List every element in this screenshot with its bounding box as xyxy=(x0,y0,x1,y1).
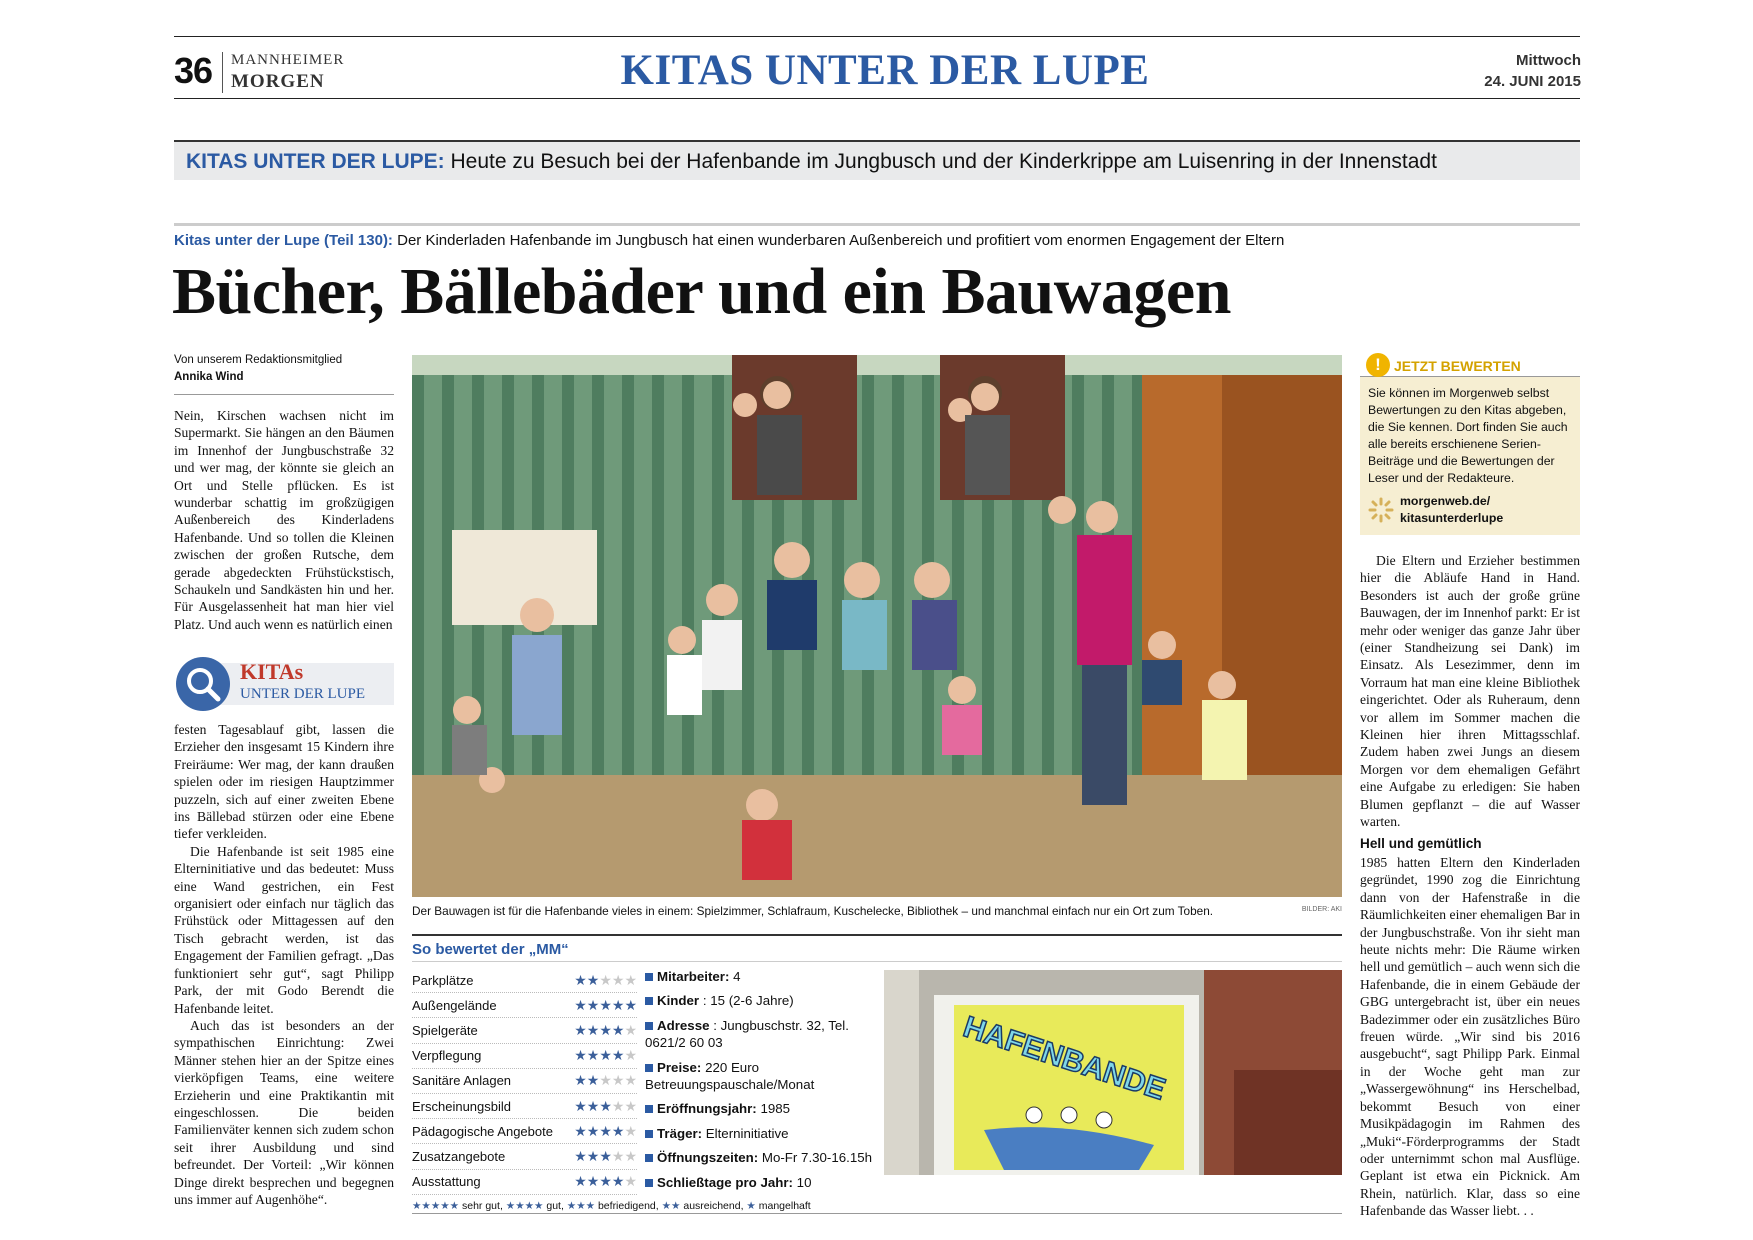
rating-row xyxy=(412,1119,637,1144)
loading-spark-icon xyxy=(1368,497,1394,523)
fact-value: : Jungbuschstr. 32, Tel. 0621/2 60 03 xyxy=(645,1017,849,1051)
caption-text: Der Bauwagen ist für die Hafenbande vieles in einem: Spielzimmer, Schlafraum, Kuschelecke, Bibliothek – und manchmal einfach nur ein Ort zum Toben. xyxy=(412,904,1214,918)
star-icon: ★ xyxy=(599,1122,612,1139)
star-icon: ★ xyxy=(586,1147,600,1164)
rating-label: Außengelände xyxy=(412,997,497,1013)
rating-title: So bewertet der „MM“ xyxy=(412,934,1342,962)
legend-stars: ★★★ xyxy=(566,1200,596,1212)
fact-value: Mo-Fr 7.30-16.15h xyxy=(761,1150,873,1166)
star-icon: ★ xyxy=(586,1021,600,1038)
star-icon: ★ xyxy=(586,1072,600,1089)
star-icon: ★ xyxy=(624,971,637,988)
rating-stars xyxy=(574,997,637,1014)
section-title: KITAS UNTER DER LUPE xyxy=(620,47,1150,94)
paragraph-2: Die Hafenbande ist seit 1985 eine Elterninitiative und das bedeutet: Muss eine Wand gestrichen, ein Fest organisiert oder einfach nur täglich das Frühstück oder Mittagessen auf den Tisch gebracht werden, ist das Engagement der Familien gefragt. „Das funktioniert sehr gut“, sagt Philipp Park, der mit Godo Berendt die Hafenbande leitet. xyxy=(174,843,394,1016)
star-icon: ★ xyxy=(574,996,587,1013)
rating-row xyxy=(412,1170,637,1195)
rating-stars xyxy=(574,972,637,989)
star-icon: ★ xyxy=(586,1173,600,1190)
rating-label: Pädagogische Angebote xyxy=(412,1123,553,1139)
star-icon: ★ xyxy=(574,1097,587,1114)
star-icon: ★ xyxy=(624,996,637,1013)
fact-label: Eröffnungsjahr: xyxy=(657,1101,757,1117)
rating-row xyxy=(412,968,637,993)
star-icon: ★ xyxy=(599,1173,612,1190)
fact-item xyxy=(645,968,875,985)
strip-label: KITAS UNTER DER LUPE: xyxy=(186,150,445,173)
series-logo-title: KITAs xyxy=(240,659,304,684)
byline xyxy=(174,352,394,386)
morgenweb-link[interactable] xyxy=(1400,493,1503,527)
link-line2[interactable]: kitasunterderlupe xyxy=(1400,511,1504,525)
legend-stars: ★★★★★ xyxy=(412,1200,460,1212)
article-column-3 xyxy=(1360,552,1580,831)
rating-row xyxy=(412,1094,637,1119)
rating-label: Zusatzangebote xyxy=(412,1148,506,1164)
fact-value: 1985 xyxy=(760,1101,791,1117)
kicker-text: Der Kinderladen Hafenbande im Jungbusch hat einen wunderbaren Außenbereich und profitiert vom enormen Engagement der Eltern xyxy=(397,232,1285,249)
photo-caption xyxy=(412,904,1342,918)
star-icon: ★ xyxy=(611,1097,625,1114)
star-icon: ★ xyxy=(611,1173,625,1190)
star-icon: ★ xyxy=(586,971,600,988)
star-icon: ★ xyxy=(624,1173,637,1190)
date: 24. JUNI 2015 xyxy=(1484,73,1581,90)
legend-text: gut, xyxy=(546,1200,564,1212)
legend-stars: ★ xyxy=(746,1200,756,1212)
fact-item xyxy=(645,1149,875,1166)
star-icon: ★ xyxy=(599,1021,612,1038)
rating-legend xyxy=(412,1200,882,1212)
star-icon: ★ xyxy=(611,996,625,1013)
star-icon: ★ xyxy=(599,996,612,1013)
fact-label: Schließtage pro Jahr: xyxy=(657,1174,793,1190)
fact-label: Adresse xyxy=(657,1017,710,1033)
star-icon: ★ xyxy=(586,1097,600,1114)
photo-credit: BILDER: AKI xyxy=(1301,906,1342,913)
fact-value: : 15 (2-6 Jahre) xyxy=(702,993,794,1009)
rating-label: Verpflegung xyxy=(412,1048,482,1064)
rating-row xyxy=(412,1069,637,1094)
rating-stars xyxy=(574,1148,637,1165)
rating-label: Spielgeräte xyxy=(412,1022,478,1038)
star-icon: ★ xyxy=(624,1147,637,1164)
logo-line2: MORGEN xyxy=(231,71,325,92)
fact-value: 4 xyxy=(733,969,741,984)
paragraph-1: Nein, Kirschen wachsen nicht im Supermarkt. Sie hängen an den Bäumen im Innenhof der Jungbuschstraße 32 und wer mag, der könnte sie gleich an Ort und Stelle pflücken. Es ist wunderbar schattig im großzügigen Außenbereich des Kinderladens Hafenbande. Und so tollen die Kleinen zwischen der großen Rutsche, dem gerade abgedeckten Frühstückstisch, Schaukeln und Sandkästen hin und her. Für Ausgelassenheit hat man hier viel Platz. Und auch wenn es natürlich einen xyxy=(174,408,394,632)
article-column-3b xyxy=(1360,854,1580,1220)
headline: Bücher, Bällebäder und ein Bauwagen xyxy=(172,255,1231,328)
star-icon: ★ xyxy=(624,1021,637,1038)
issue-date xyxy=(1484,50,1581,92)
main-photo xyxy=(412,355,1342,897)
bullet-icon xyxy=(645,1105,653,1113)
rating-stars xyxy=(574,1072,637,1089)
paragraph-5: 1985 hatten Eltern den Kinderladen gegründet, 1990 zog die Einrichtung dann von der Hafenstraße in die Räumlichkeiten einer ehemaligen Bar in der Jungbuschstraße. Von ihr sieht man heute nichts mehr: Die Räume wirken hell und gemütlich – auch wenn sich die Hafenbande, die in einem Gebäude der GBG untergebracht ist, über ein neues Badezimmer oder ein zusätzliches Büro freuen würde. „Wir sind bis 2016 ausgebucht“, sagt Philipp Park. Einmal in der Woche geht man zur „Wassergewöhnung“ ins Herschelbad, bekommt Besuch von einer Musikpädagogin im Rahmen des „Muki“-Förderprogramms der Stadt oder unternimmt schon mal Ausflüge. Geplant ist etwa ein Picknick. Am Rhein, natürlich. Klar, dass so eine Hafenbande das Wasser liebt. . . xyxy=(1360,855,1580,1219)
kicker-label: Kitas unter der Lupe (Teil 130): xyxy=(174,232,393,249)
series-logo-subtitle: UNTER DER LUPE xyxy=(240,686,365,702)
rating-list xyxy=(412,968,637,1195)
fact-value: 220 Euro Betreuungspauschale/Monat xyxy=(645,1059,815,1093)
rating-label: Erscheinungsbild xyxy=(412,1098,512,1114)
rating-stars xyxy=(574,1047,637,1064)
fact-item xyxy=(645,1174,875,1191)
bullet-icon xyxy=(645,1154,653,1162)
facts-list xyxy=(645,968,875,1198)
bullet-icon xyxy=(645,1130,653,1138)
legend-text: befriedigend, xyxy=(597,1200,659,1212)
star-icon: ★ xyxy=(574,1173,587,1190)
star-icon: ★ xyxy=(599,1072,612,1089)
bullet-icon xyxy=(645,997,653,1005)
kicker xyxy=(174,232,1580,249)
star-icon: ★ xyxy=(611,1021,625,1038)
legend-stars: ★★ xyxy=(661,1200,681,1212)
article-column-1b xyxy=(174,721,394,1208)
author: Annika Wind xyxy=(174,371,244,383)
rating-label: Sanitäre Anlagen xyxy=(412,1073,512,1089)
paragraph-4: Die Eltern und Erzieher bestimmen hier die Abläufe Hand in Hand. Besonders ist auch der große grüne Bauwagen, der im Innenhof parkt: Er ist mehr oder weniger das ganze Jahr über (einer Standheizung sei Dank) im Einsatz. Als Lesezimmer, denn im Vorraum hat man eine kleine Bibliothek eingerichtet. Oder als Ruheraum, denn vor allem im Sommer machen die Kleinen hier ihren Mittagsschlaf. Zudem haben zwei Jungs an diesem Morgen vor dem ehemaligen Gefährt eine Aufgabe zu erledigen: Sie haben Blumen gepflanzt – die auf Wasser warten. xyxy=(1360,553,1580,830)
star-icon: ★ xyxy=(574,1122,587,1139)
box-title-text: JETZT BEWERTEN xyxy=(1394,358,1521,374)
sign-illustration xyxy=(884,970,1342,1175)
rating-row xyxy=(412,1144,637,1169)
legend-text: ausreichend, xyxy=(683,1200,744,1212)
star-icon: ★ xyxy=(611,1122,625,1139)
fact-value: Elterninitiative xyxy=(705,1125,789,1141)
fact-label: Öffnungszeiten: xyxy=(657,1150,759,1166)
fact-value: 10 xyxy=(796,1174,812,1190)
rating-stars xyxy=(574,1098,637,1115)
star-icon: ★ xyxy=(586,1047,600,1064)
sign-text: HAFENBANDE xyxy=(959,1010,1170,1107)
fact-item xyxy=(645,1017,875,1052)
strip-text: Heute zu Besuch bei der Hafenbande im Jungbusch und der Kinderkrippe am Luisenring in der Innenstadt xyxy=(450,150,1437,173)
legend-text: mangelhaft xyxy=(758,1200,811,1212)
fact-item xyxy=(645,1100,875,1117)
paragraph-3: Auch das ist besonders an der sympathischen Einrichtung: Zwei Männer stehen hier an der Spitze eines vierköpfigen Teams, eine weitere Erzieherin und eine Praktikantin mit eingeschlossen. Die beiden Familienväter kennen sich zudem schon seit ihrer Ausbildung und sind befreundet. Der Vorteil: „Wir können Dinge direkt besprechen und begegnen uns immer auf Augenhöhe“. xyxy=(174,1017,394,1207)
group-photo-illustration xyxy=(412,355,1342,897)
star-icon: ★ xyxy=(624,1072,637,1089)
fact-label: Preise: xyxy=(657,1059,702,1075)
star-icon: ★ xyxy=(624,1047,637,1064)
exclamation-icon: ! xyxy=(1366,353,1390,377)
rating-row xyxy=(412,993,637,1018)
star-icon: ★ xyxy=(611,1072,625,1089)
paragraph-1b: festen Tagesablauf gibt, lassen die Erzieher den insgesamt 15 Kindern ihre Freiräume: Wer mag, der kann draußen spielen oder im riesigen Hauptzimmer puzzeln, sich auf einer zweiten Ebene ins Bällebad stürzen oder eine Ebene tiefer verkleiden. xyxy=(174,722,394,842)
star-icon: ★ xyxy=(599,1047,612,1064)
bullet-icon xyxy=(645,973,653,981)
logo-line1: MANNHEIMER xyxy=(231,52,345,68)
rating-stars xyxy=(574,1022,637,1039)
fact-label: Mitarbeiter: xyxy=(657,969,730,984)
rate-now-box xyxy=(1360,355,1580,535)
star-icon: ★ xyxy=(574,1147,587,1164)
bullet-icon xyxy=(645,1064,653,1072)
star-icon: ★ xyxy=(624,1097,637,1114)
star-icon: ★ xyxy=(611,1047,625,1064)
weekday: Mittwoch xyxy=(1516,52,1581,69)
rating-row xyxy=(412,1044,637,1069)
fact-item xyxy=(645,992,875,1009)
star-icon: ★ xyxy=(586,1122,600,1139)
rating-label: Ausstattung xyxy=(412,1174,481,1190)
star-icon: ★ xyxy=(574,971,587,988)
star-icon: ★ xyxy=(599,971,612,988)
teaser-strip xyxy=(174,140,1580,180)
box-text: Sie können im Morgenweb selbst Bewertungen zu den Kitas abgeben, die Sie kennen. Dort finden Sie auch alle bereits erschienene Serien-Beiträge und die Bewertungen der Leser und der Redakteure. xyxy=(1368,386,1568,485)
rating-stars xyxy=(574,1173,637,1190)
series-logo xyxy=(174,655,394,713)
star-icon: ★ xyxy=(599,1097,612,1114)
fact-label: Kinder xyxy=(657,993,700,1009)
newspaper-logo xyxy=(222,52,344,93)
star-icon: ★ xyxy=(599,1147,612,1164)
subheading: Hell und gemütlich xyxy=(1360,836,1482,851)
legend-text: sehr gut, xyxy=(462,1200,503,1212)
star-icon: ★ xyxy=(624,1122,637,1139)
star-icon: ★ xyxy=(574,1072,587,1089)
star-icon: ★ xyxy=(611,1147,625,1164)
article-column-1 xyxy=(174,407,394,633)
star-icon: ★ xyxy=(574,1047,587,1064)
star-icon: ★ xyxy=(586,996,600,1013)
byline-prefix: Von unserem Redaktionsmitglied xyxy=(174,354,343,366)
box-title xyxy=(1360,355,1580,377)
fact-label: Träger: xyxy=(657,1125,703,1141)
fact-item xyxy=(645,1125,875,1142)
star-icon: ★ xyxy=(611,971,625,988)
rating-stars xyxy=(574,1123,637,1140)
bullet-icon xyxy=(645,1022,653,1030)
star-icon: ★ xyxy=(574,1021,587,1038)
page-number: 36 xyxy=(174,50,213,91)
rating-row xyxy=(412,1018,637,1043)
rating-label: Parkplätze xyxy=(412,972,474,988)
bullet-icon xyxy=(645,1179,653,1187)
link-line1[interactable]: morgenweb.de/ xyxy=(1400,494,1491,508)
legend-stars: ★★★★ xyxy=(505,1200,544,1212)
fact-item xyxy=(645,1059,875,1094)
sign-photo xyxy=(884,970,1342,1175)
